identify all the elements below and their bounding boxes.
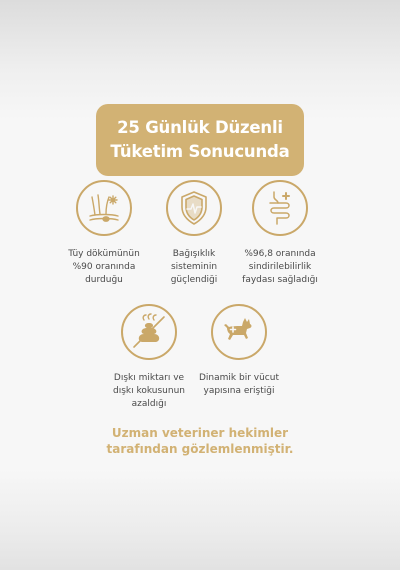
- headline-line-1: 25 Günlük Düzenli: [117, 118, 283, 137]
- benefit-text-line: güçlendiği: [170, 275, 218, 285]
- benefit-text-line: Dışkı miktarı ve: [113, 373, 185, 383]
- footer-line-2: tarafından gözlemlenmiştir.: [106, 442, 294, 456]
- benefit-text-line: Tüy dökümünün: [68, 249, 140, 259]
- benefit-text-line: %90 oranında: [72, 262, 136, 272]
- benefit-text-line: durduğu: [85, 275, 123, 285]
- benefit-text-line: yapısına eriştiği: [203, 386, 275, 396]
- intestine-icon: [252, 180, 308, 236]
- shield-pulse-icon: [166, 180, 222, 236]
- stool-icon: [121, 304, 177, 360]
- benefit-text-line: faydası sağladığı: [242, 275, 318, 285]
- headline-line-2: Tüketim Sonucunda: [110, 142, 290, 161]
- dog-icon: [211, 304, 267, 360]
- benefit-text-line: dışkı kokusunun: [112, 386, 186, 396]
- hair-follicle-icon: [76, 180, 132, 236]
- benefit-text-line: sindirilebilirlik: [248, 262, 312, 272]
- footer-line-1: Uzman veteriner hekimler: [111, 426, 289, 440]
- benefit-text-line: azaldığı: [131, 399, 167, 409]
- benefit-text-line: Dinamik bir vücut: [199, 373, 279, 383]
- benefit-text-line: %96,8 oranında: [244, 249, 316, 259]
- benefit-digestibility: [220, 180, 340, 287]
- benefit-dynamic-body: [179, 304, 299, 398]
- vet-observation-note: [0, 425, 400, 457]
- benefit-text-line: sisteminin: [170, 262, 218, 272]
- headline-banner: [96, 104, 304, 176]
- benefit-text-line: Bağışıklık: [172, 249, 216, 259]
